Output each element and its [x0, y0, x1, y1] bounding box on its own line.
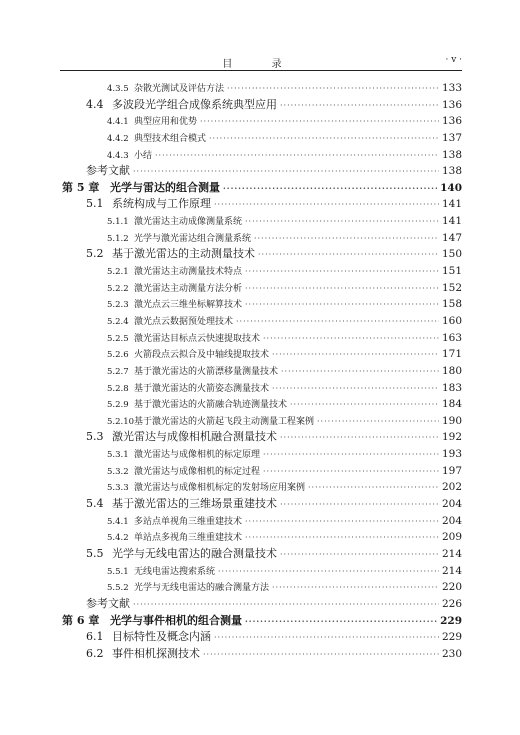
toc-entry-title: 火箭段点云拟合及中轴线提取技术: [134, 350, 270, 361]
toc-entry[interactable]: [0, 513, 520, 530]
toc-entry-number: 5.2.7: [107, 366, 129, 377]
toc-entry-title: 基于激光雷达的主动测量技术: [112, 247, 255, 261]
leader-dots: [308, 480, 439, 497]
leader-dots: [218, 564, 439, 581]
toc-entry-label: [86, 596, 130, 613]
toc-entry-title: 基于激光雷达的火箭漂移量测量技术: [134, 366, 279, 377]
toc-entry-number: 5.2: [86, 247, 104, 261]
toc-entry-title: 激光雷达目标点云快速提取技术: [134, 333, 261, 344]
toc-entry-label: [107, 580, 269, 597]
leader-dots: [133, 164, 439, 181]
toc-entry-number: 4.3.5: [107, 84, 129, 94]
toc-entry-page: 147: [441, 231, 462, 244]
toc-entry-label: [107, 464, 260, 481]
toc-entry-label: [107, 297, 242, 314]
leader-dots: [223, 180, 437, 197]
toc-entry-page: 180: [441, 364, 462, 377]
toc-entry[interactable]: [0, 396, 520, 413]
toc-entry-title: 激光点云数据预处理技术: [134, 316, 234, 327]
toc-entry[interactable]: [0, 479, 520, 496]
toc-entry-number: 5.3.1: [107, 450, 129, 461]
toc-entry-number: 5.2.3: [107, 300, 129, 311]
leader-dots: [209, 131, 439, 148]
toc-entry-title: 激光雷达主动测量方法分析: [134, 283, 243, 294]
toc-entry-title: 单站点多视角三维重建技术: [134, 533, 243, 544]
toc-entry[interactable]: [0, 130, 520, 147]
toc-entry-page: 229: [440, 614, 462, 627]
toc-entry-label: [107, 148, 152, 165]
toc-entry-page: 204: [441, 498, 462, 511]
toc-entry[interactable]: [0, 213, 520, 230]
toc-entry-number: 6.2: [86, 646, 104, 660]
toc-entry-page: 160: [441, 314, 462, 327]
toc-entry-title: 光学与无线电雷达的融合测量方法: [134, 583, 270, 594]
toc-entry-label: [107, 447, 260, 464]
leader-dots: [263, 331, 439, 348]
toc-entry-title: 基于激光雷达的火箭融合轨迹测量技术: [134, 400, 288, 411]
toc-entry-page: 138: [441, 165, 462, 178]
leader-dots: [245, 214, 439, 231]
toc-entry[interactable]: [0, 646, 520, 663]
toc-entry-number: 5.1: [86, 197, 104, 211]
toc-entry-page: 141: [441, 198, 462, 211]
toc-entry[interactable]: [0, 429, 520, 446]
toc-entry-page: 137: [441, 131, 462, 144]
leader-dots: [280, 98, 439, 115]
toc-entry-title: 基于激光雷达的火箭姿态测量技术: [134, 383, 270, 394]
toc-entry[interactable]: [0, 180, 520, 197]
toc-entry-page: 192: [441, 431, 462, 444]
toc-entry[interactable]: [0, 196, 520, 213]
toc-entry-label: [107, 397, 287, 414]
toc-entry[interactable]: [0, 563, 520, 580]
toc-entry-number: 5.2.8: [107, 383, 129, 394]
toc-entry[interactable]: [0, 346, 520, 363]
toc-entry-page: 138: [441, 148, 462, 161]
toc-entry-label: [107, 381, 269, 398]
toc-entry-page: 230: [441, 647, 462, 660]
leader-dots: [290, 397, 439, 414]
toc-entry-title: 光学与无线电雷达的融合测量技术: [112, 546, 277, 560]
toc-entry-label: [86, 496, 277, 513]
toc-entry-page: 183: [441, 381, 462, 394]
toc-entry-title: 激光雷达主动成像测量系统: [134, 217, 243, 228]
toc-entry-title: 系统构成与工作原理: [112, 197, 211, 211]
leader-dots: [245, 281, 439, 298]
leader-dots: [317, 414, 439, 431]
toc-entry-title: 多波段光学组合成像系统典型应用: [112, 97, 277, 111]
toc-entry[interactable]: [0, 579, 520, 596]
toc-entry-number: 4.4: [86, 97, 104, 111]
toc-entry-label: [107, 231, 251, 248]
toc-entry-label: [107, 114, 197, 131]
toc-entry-title: 典型应用和优势: [134, 117, 198, 128]
toc-entry-number: 第 6 章: [62, 613, 100, 627]
toc-entry-title: 参考文献: [86, 164, 130, 178]
leader-dots: [203, 647, 439, 664]
leader-dots: [280, 430, 439, 447]
toc-entry-number: 5.2.1: [107, 267, 129, 278]
toc-entry-title: 激光雷达与成像相机融合测量技术: [112, 430, 277, 444]
toc-entry-number: 5.4.2: [107, 533, 129, 544]
toc-entry-number: 5.5: [86, 546, 104, 560]
toc-entry-page: 193: [441, 448, 462, 461]
toc-entry-title: 激光雷达与成像相机标定的发射场应用案例: [134, 483, 306, 494]
toc-entry-label: [107, 81, 224, 98]
toc-entry-label: [86, 629, 211, 646]
table-of-contents: [0, 80, 520, 662]
toc-entry[interactable]: [0, 496, 520, 513]
toc-entry-page: 150: [441, 248, 462, 261]
toc-entry-title: 光学与事件相机的组合测量: [110, 613, 242, 627]
leader-dots: [272, 580, 439, 597]
toc-entry-number: 5.2.10: [107, 416, 135, 427]
toc-entry-title: 基于激光雷达的三维场景重建技术: [112, 497, 277, 511]
toc-entry-title: 无线电雷达搜索系统: [134, 566, 216, 577]
toc-entry-page: 136: [441, 98, 462, 111]
toc-entry-label: [86, 97, 277, 114]
toc-entry-label: [107, 314, 233, 331]
leader-dots: [258, 247, 439, 264]
toc-entry-label: [107, 364, 278, 381]
toc-entry-number: 5.3.2: [107, 466, 129, 477]
toc-entry-page: 190: [441, 414, 462, 427]
toc-entry-title: 激光雷达主动测量技术特点: [134, 267, 243, 278]
toc-entry-title: 目标特性及概念内涵: [112, 630, 211, 644]
toc-entry[interactable]: [0, 363, 520, 380]
toc-entry[interactable]: [0, 263, 520, 280]
toc-entry-label: [107, 530, 242, 547]
toc-entry[interactable]: [0, 163, 520, 180]
toc-entry[interactable]: [0, 113, 520, 130]
toc-entry-page: 209: [441, 531, 462, 544]
toc-entry[interactable]: [0, 629, 520, 646]
toc-entry-title: 多站点单视角三维重建技术: [134, 516, 243, 527]
toc-entry-number: 5.2.5: [107, 333, 129, 344]
toc-entry[interactable]: [0, 446, 520, 463]
toc-entry-number: 5.1.1: [107, 217, 129, 228]
leader-dots: [272, 381, 439, 398]
leader-dots: [200, 114, 439, 131]
leader-dots: [281, 364, 439, 381]
leader-dots: [214, 197, 439, 214]
toc-entry[interactable]: [0, 546, 520, 563]
leader-dots: [214, 630, 439, 647]
header-title: 目 录: [222, 59, 300, 70]
header-rule: [60, 70, 462, 71]
toc-entry-page: 136: [441, 115, 462, 128]
toc-entry-label: [107, 564, 215, 581]
toc-entry[interactable]: [0, 230, 520, 247]
toc-entry-number: 5.4.1: [107, 516, 129, 527]
toc-entry-page: 133: [441, 82, 462, 94]
toc-entry-label: [86, 246, 255, 263]
toc-entry-label: [86, 646, 200, 663]
leader-dots: [245, 514, 439, 531]
toc-entry[interactable]: [0, 80, 520, 97]
toc-entry[interactable]: [0, 246, 520, 263]
toc-entry-label: [107, 347, 269, 364]
toc-entry-page: 158: [441, 298, 462, 311]
toc-entry-page: 226: [441, 597, 462, 610]
leader-dots: [263, 447, 439, 464]
toc-entry-title: 参考文献: [86, 596, 130, 610]
leader-dots: [245, 297, 439, 314]
leader-dots: [263, 464, 439, 481]
toc-entry-page: 151: [441, 265, 462, 278]
toc-entry-number: 5.5.1: [107, 566, 129, 577]
toc-entry-number: 5.3: [86, 430, 104, 444]
toc-entry-label: [86, 163, 130, 180]
toc-entry-page: 214: [441, 547, 462, 560]
leader-dots: [254, 231, 439, 248]
leader-dots: [236, 314, 439, 331]
leader-dots: [245, 530, 439, 547]
leader-dots: [245, 264, 439, 281]
toc-entry-label: [86, 196, 211, 213]
toc-entry-label: [62, 180, 220, 197]
toc-entry-title: 杂散光测试及评估方法: [134, 84, 225, 94]
toc-entry-title: 事件相机探测技术: [112, 646, 200, 660]
toc-entry[interactable]: [0, 280, 520, 297]
toc-entry-number: 5.2.2: [107, 283, 129, 294]
toc-entry[interactable]: [0, 97, 520, 114]
toc-entry[interactable]: [0, 596, 520, 613]
toc-entry[interactable]: [0, 330, 520, 347]
toc-entry-number: 第 5 章: [62, 180, 100, 194]
toc-entry-title: 小结: [134, 150, 153, 161]
toc-entry[interactable]: [0, 529, 520, 546]
toc-entry-number: 5.1.2: [107, 233, 129, 244]
toc-entry-title: 光学与激光雷达组合测量系统: [134, 233, 252, 244]
toc-entry-label: [86, 429, 277, 446]
leader-dots: [133, 597, 439, 614]
toc-entry-title: 激光点云三维坐标解算技术: [134, 300, 243, 311]
toc-entry-title: 光学与雷达的组合测量: [110, 180, 220, 194]
toc-entry-number: 5.3.3: [107, 483, 129, 494]
leader-dots: [280, 497, 439, 514]
toc-entry-number: 5.4: [86, 497, 104, 511]
toc-entry-label: [107, 281, 242, 298]
toc-entry-label: [107, 480, 305, 497]
toc-entry-number: 5.2.6: [107, 350, 129, 361]
toc-entry-title: 激光雷达与成像相机的标定原理: [134, 450, 261, 461]
toc-entry-label: [107, 414, 314, 431]
toc-entry-page: 141: [441, 215, 462, 228]
toc-entry-label: [107, 264, 242, 281]
toc-entry[interactable]: [0, 380, 520, 397]
toc-entry-label: [62, 613, 242, 630]
toc-entry-page: 220: [441, 581, 462, 594]
toc-entry-page: 171: [441, 348, 462, 361]
toc-entry-page: 214: [441, 564, 462, 577]
toc-entry-number: 6.1: [86, 630, 104, 644]
toc-entry-page: 197: [441, 464, 462, 477]
leader-dots: [272, 347, 439, 364]
toc-entry-number: 5.2.9: [107, 400, 129, 411]
toc-entry-page: 229: [441, 631, 462, 644]
toc-entry-page: 204: [441, 514, 462, 527]
leader-dots: [227, 81, 439, 98]
toc-entry[interactable]: [0, 613, 520, 630]
toc-entry-label: [107, 131, 206, 148]
toc-entry-page: 202: [441, 481, 462, 494]
toc-entry[interactable]: [0, 147, 520, 164]
toc-entry-title: 激光雷达与成像相机的标定过程: [134, 466, 261, 477]
toc-entry-page: 140: [440, 181, 462, 194]
toc-entry-page: 163: [441, 331, 462, 344]
toc-entry-title: 典型技术组合模式: [134, 133, 207, 144]
toc-entry-number: 5.5.2: [107, 583, 129, 594]
toc-entry-page: 152: [441, 281, 462, 294]
toc-entry-number: 4.4.2: [107, 133, 129, 144]
toc-entry[interactable]: [0, 463, 520, 480]
toc-entry-label: [107, 514, 242, 531]
toc-entry-page: 184: [441, 398, 462, 411]
leader-dots: [155, 148, 439, 165]
toc-entry-label: [86, 546, 277, 563]
toc-entry-label: [107, 214, 242, 231]
leader-dots: [245, 613, 437, 630]
toc-entry-number: 5.2.4: [107, 316, 129, 327]
toc-entry[interactable]: [0, 296, 520, 313]
toc-entry-number: 4.4.3: [107, 150, 129, 161]
toc-entry-title: 基于激光雷达的火箭起飞段主动测量工程案例: [134, 416, 315, 427]
header-page-number: · v ·: [445, 55, 462, 65]
toc-entry[interactable]: [0, 313, 520, 330]
leader-dots: [280, 547, 439, 564]
toc-entry[interactable]: [0, 413, 520, 430]
toc-entry-label: [107, 331, 260, 348]
toc-entry-number: 4.4.1: [107, 117, 129, 128]
